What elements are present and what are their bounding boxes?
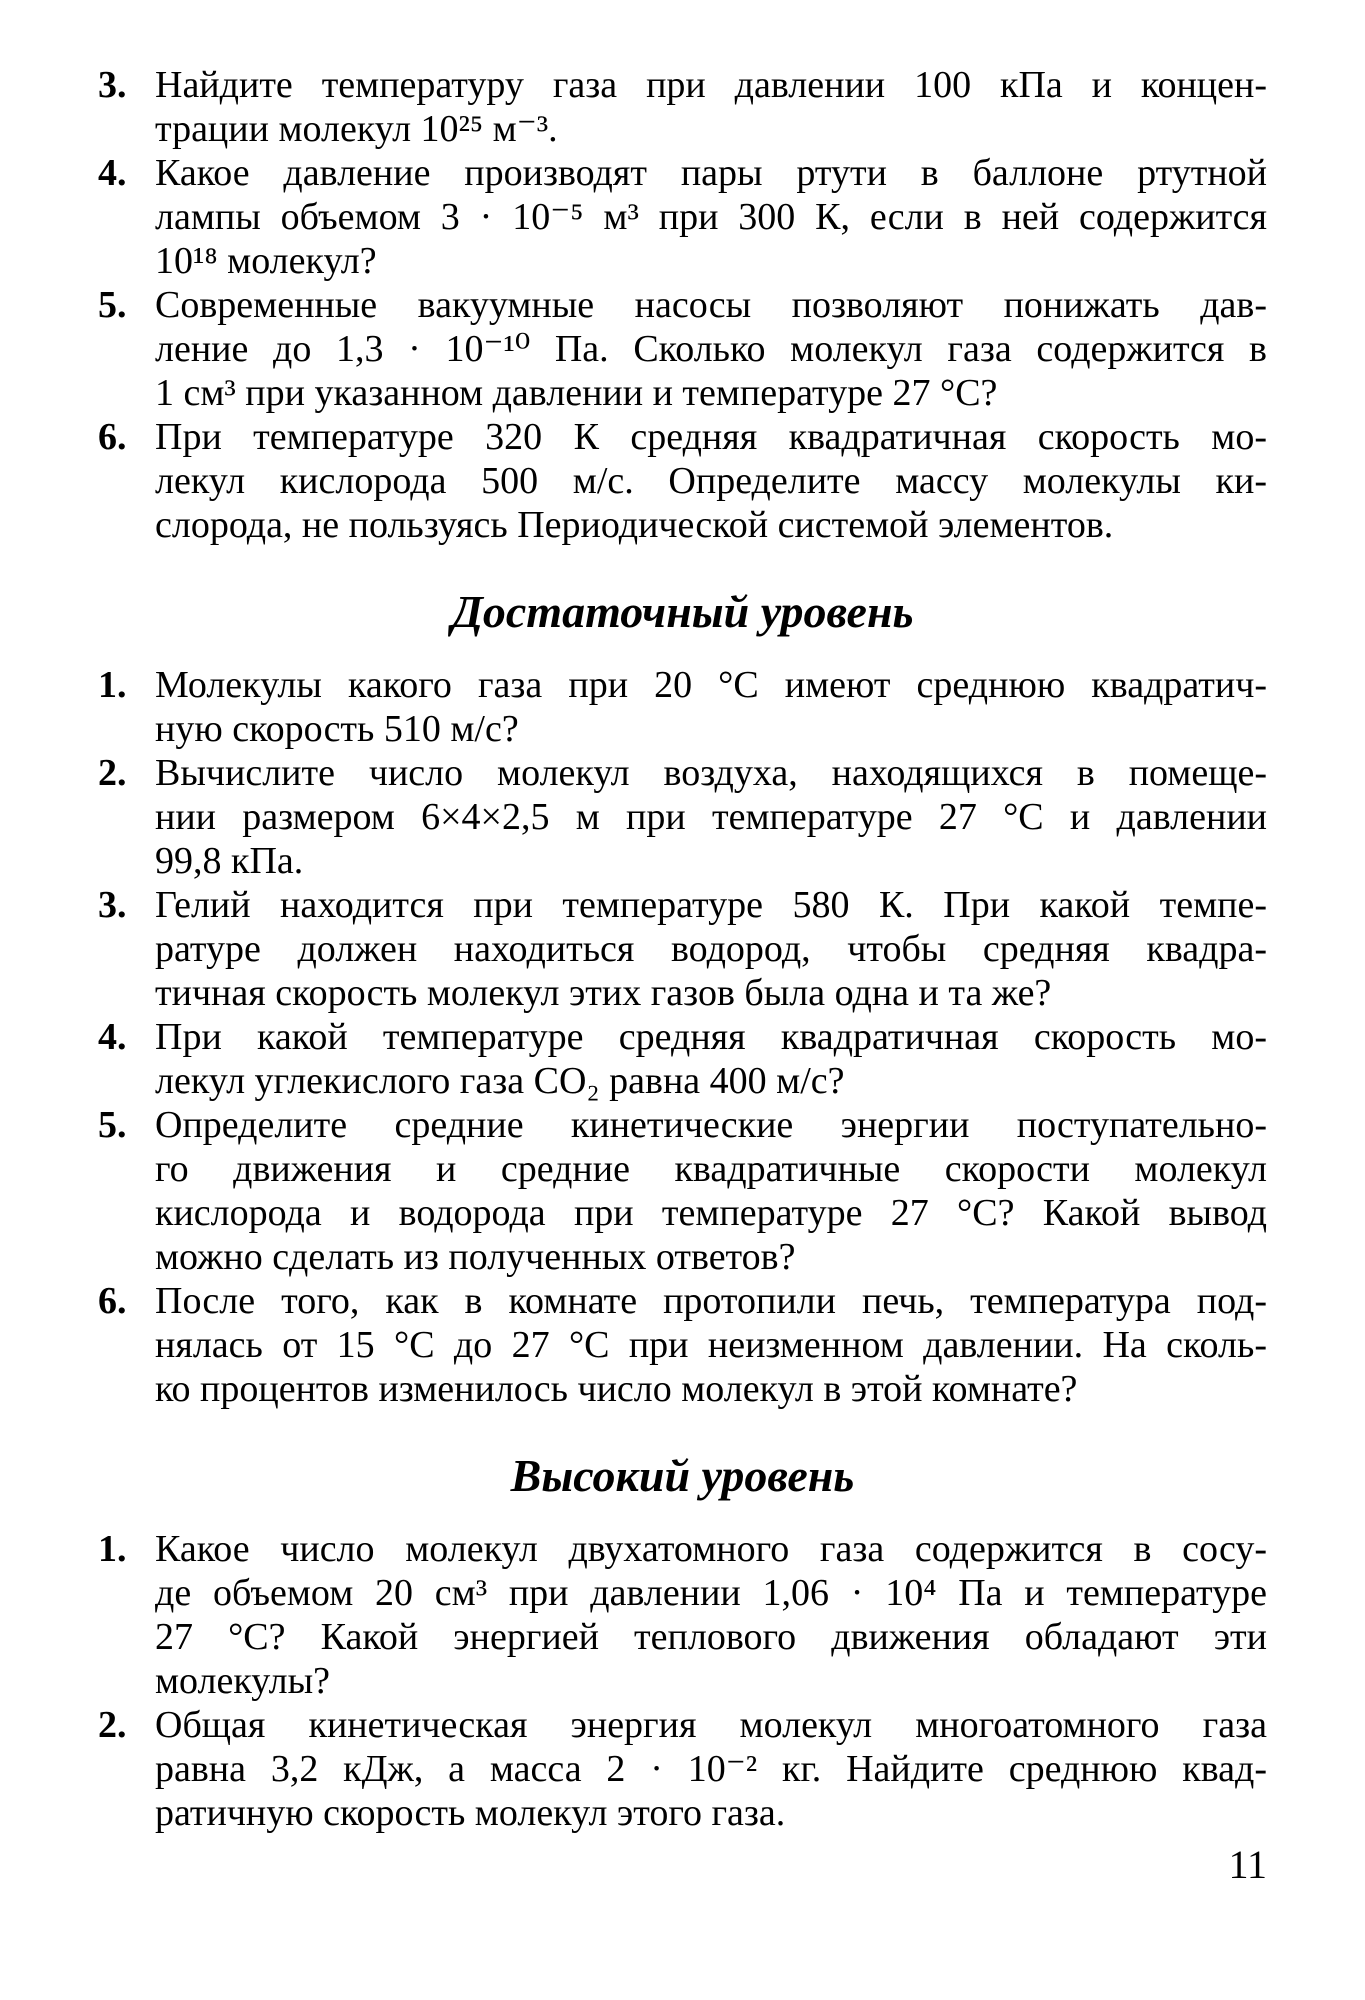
problem-text: [155, 415, 1267, 547]
problem-line: го движения и средние квадратичные скорости молекул: [155, 1148, 1267, 1190]
problem-item: [98, 283, 1267, 415]
problem-item: [98, 151, 1267, 283]
problem-number: 2.: [98, 1704, 127, 1746]
problem-item: [98, 1703, 1267, 1835]
problem-line: 10¹⁸ молекул?: [155, 240, 377, 282]
problem-number: 2.: [98, 752, 127, 794]
problem-line: 99,8 кПа.: [155, 840, 304, 882]
problem-line: молекулы?: [155, 1660, 330, 1702]
problem-item: [98, 1527, 1267, 1703]
problem-text: [155, 283, 1267, 415]
level-heading-sufficient: Достаточный уровень: [451, 586, 914, 637]
problem-line: ко процентов изменилось число молекул в этой комнате?: [155, 1368, 1078, 1410]
problem-text: [155, 663, 1267, 751]
problem-line: можно сделать из полученных ответов?: [155, 1236, 796, 1278]
problem-line: трации молекул 10²⁵ м⁻³.: [155, 108, 558, 150]
page-number: 11: [1228, 1842, 1267, 1887]
problem-line: де объемом 20 см³ при давлении 1,06 · 10⁴ Па и температуре: [155, 1572, 1267, 1614]
problem-item: [98, 415, 1267, 547]
problem-item: [98, 63, 1267, 151]
problem-number: 1.: [98, 664, 127, 706]
problem-line: ратичную скорость молекул этого газа.: [155, 1792, 786, 1834]
problem-text: [155, 1015, 1267, 1103]
problem-text: [155, 751, 1267, 883]
problem-line: лекул кислорода 500 м/с. Определите массу молекулы ки-: [155, 460, 1267, 502]
problem-line: При температуре 320 К средняя квадратичная скорость мо-: [155, 416, 1267, 458]
problem-line: Современные вакуумные насосы позволяют понижать дав-: [155, 284, 1267, 326]
problem-text: [155, 1279, 1267, 1411]
problem-line: нии размером 6×4×2,5 м при температуре 27 °С и давлении: [155, 796, 1267, 838]
section-sufficient-level: [98, 663, 1267, 1411]
problem-text: [155, 151, 1267, 283]
problem-line: Какое число молекул двухатомного газа содержится в сосу-: [155, 1528, 1267, 1570]
problem-line: слорода, не пользуясь Периодической системой элементов.: [155, 504, 1114, 546]
problem-line: После того, как в комнате протопили печь, температура под-: [155, 1280, 1267, 1322]
problem-text: [155, 63, 1267, 151]
problem-text: [155, 1703, 1267, 1835]
problem-line: тичная скорость молекул этих газов была одна и та же?: [155, 972, 1052, 1014]
problem-line: При какой температуре средняя квадратичная скорость мо-: [155, 1016, 1267, 1058]
problem-text: [155, 883, 1267, 1015]
problem-line: кислорода и водорода при температуре 27 °С? Какой вывод: [155, 1192, 1267, 1234]
problem-text: [155, 1103, 1267, 1279]
problem-item: [98, 663, 1267, 751]
problem-line: 27 °С? Какой энергией теплового движения обладают эти: [155, 1616, 1267, 1658]
problem-number: 5.: [98, 284, 127, 326]
problem-line: 1 см³ при указанном давлении и температуре 27 °С?: [155, 372, 998, 414]
problem-line: лампы объемом 3 · 10⁻⁵ м³ при 300 К, если в ней содержится: [155, 196, 1267, 238]
section-high-level: [98, 1527, 1267, 1835]
problem-number: 4.: [98, 1016, 127, 1058]
problem-line: ление до 1,3 · 10⁻¹⁰ Па. Сколько молекул газа содержится в: [155, 328, 1267, 370]
problems-content: [98, 63, 1267, 1835]
problem-line: Найдите температуру газа при давлении 100 кПа и концен-: [155, 64, 1267, 106]
problem-item: [98, 1015, 1267, 1103]
problem-item: [98, 883, 1267, 1015]
problem-item: [98, 1279, 1267, 1411]
problem-line: ратуре должен находиться водород, чтобы средняя квадра-: [155, 928, 1267, 970]
problem-number: 1.: [98, 1528, 127, 1570]
problem-text: [155, 1527, 1267, 1703]
problem-number: 3.: [98, 64, 127, 106]
problem-line: Общая кинетическая энергия молекул многоатомного газа: [155, 1704, 1267, 1746]
problem-number: 6.: [98, 416, 127, 458]
level-heading-high: Высокий уровень: [510, 1450, 855, 1501]
problem-number: 3.: [98, 884, 127, 926]
problem-line: Молекулы какого газа при 20 °С имеют среднюю квадратич-: [155, 664, 1267, 706]
problem-item: [98, 1103, 1267, 1279]
problem-number: 4.: [98, 152, 127, 194]
problem-line: ную скорость 510 м/с?: [155, 708, 519, 750]
section-basic-level-continued: [98, 63, 1267, 547]
problem-line: нялась от 15 °С до 27 °С при неизменном давлении. На сколь-: [155, 1324, 1267, 1366]
problem-line: Вычислите число молекул воздуха, находящихся в помеще-: [155, 752, 1267, 794]
problem-line: Гелий находится при температуре 580 К. При какой темпе-: [155, 884, 1267, 926]
problem-line: лекул углекислого газа CO₂ равна 400 м/с?: [155, 1060, 845, 1102]
problem-line: Определите средние кинетические энергии поступательно-: [155, 1104, 1267, 1146]
problem-number: 6.: [98, 1280, 127, 1322]
problem-number: 5.: [98, 1104, 127, 1146]
problem-item: [98, 751, 1267, 883]
problem-line: Какое давление производят пары ртути в баллоне ртутной: [155, 152, 1267, 194]
problem-line: равна 3,2 кДж, а масса 2 · 10⁻² кг. Найдите среднюю квад-: [155, 1748, 1267, 1790]
